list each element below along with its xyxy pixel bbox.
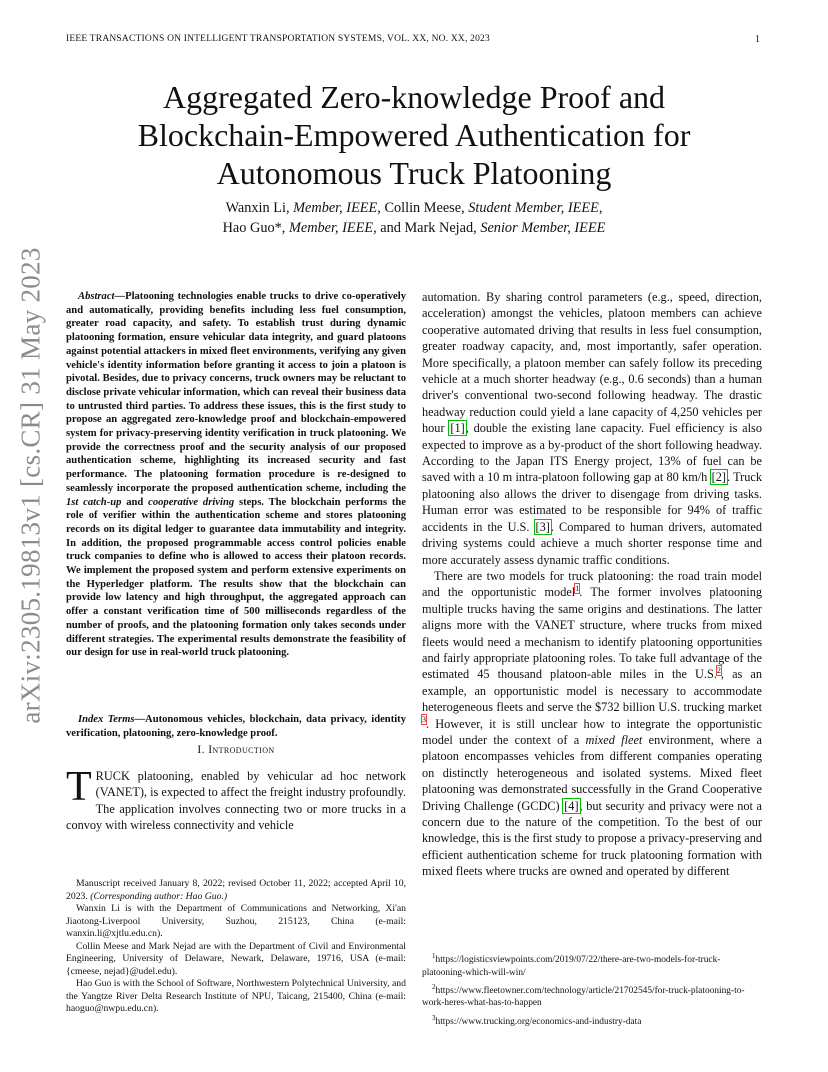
footnote-number-3: 3	[432, 1013, 436, 1022]
author-footnotes	[66, 878, 406, 1016]
section-number: I.	[197, 744, 205, 756]
footnote-link-3[interactable]: 3	[422, 715, 426, 725]
paragraph-2-emphasis: mixed fleet	[585, 732, 643, 747]
abstract	[66, 290, 406, 660]
abstract-text-a: —Platooning technologies enable trucks to drive co-operatively and automatically, providing benefits including less fuel consumption, greater road capacity, and safety. To establish trust during dynamic platooning formation, ensure vehicular data integrity, and guard platoons against potential attackers in mixed fleet environments, verifying any given vehicle's identity information before granting it access to join a platoon is pivotal. Besides, due to privacy concerns, truck owners may be reluctant to disclose private vehicular information, which can reveal their business data to untrusted third parties. To address these issues, this is the first study to propose an aggregated zero-knowledge proof and blockchain-empowered system for privacy-preserving identity verification in truck platooning. We provide the correctness proof and the security analysis of our proposed authentication scheme, highlighting its increased security and fast performance. The platooning formation procedure is re-designed to seamlessly incorporate the proposed authentication scheme, including the	[66, 291, 406, 494]
footnote-number-2: 2	[432, 982, 436, 991]
author-2-name: Collin Meese,	[384, 200, 465, 216]
paragraph-2	[422, 568, 762, 880]
author-4-role: Senior Member, IEEE	[480, 220, 606, 236]
paragraph-1-text-d: . Compared to human drivers, automated driving systems could achieve a much shorter response time and more accurately assess dynamic traffic conditions.	[422, 519, 763, 567]
intro-paragraph	[66, 764, 406, 834]
section-title: Introduction	[208, 744, 275, 756]
footnote-url-1-text[interactable]: https://logisticsviewpoints.com/2019/07/22/there-are-two-models-for-truck-platooning-which-will-win/	[422, 955, 721, 978]
paragraph-1-text-b: , double the existing lane capacity. Fuel efficiency is also expected to improve as a by-product of the short following headway. According to the Japan ITS Energy project, 13% of fuel can be saved with a 10 m intra-platoon following gap at 80 km/h	[422, 421, 762, 485]
arxiv-stamp	[10, 246, 52, 724]
footnote-authors-meese-nejad: Collin Meese and Mark Nejad are with the Department of Civil and Environmental Engineering, University of Delaware, Newark, Delaware, 19716, USA (e-mail: {cmeese, nejad}@udel.edu).	[66, 940, 406, 977]
running-header: IEEE TRANSACTIONS ON INTELLIGENT TRANSPORTATION SYSTEMS, VOL. XX, NO. XX, 2023	[66, 34, 490, 44]
author-1-name: Wanxin Li,	[225, 200, 290, 216]
author-3-name: Hao Guo*,	[222, 220, 286, 236]
index-terms-text: —Autonomous vehicles, blockchain, data privacy, identity verification, platooning, zero-knowledge proof.	[66, 714, 406, 739]
footnote-url-1	[422, 950, 762, 979]
citation-link-4[interactable]: [4]	[564, 798, 579, 813]
footnote-url-3	[422, 1012, 762, 1029]
abstract-emphasis-1: 1st catch-up	[66, 496, 122, 508]
abstract-label: Abstract	[78, 291, 115, 302]
author-3-role: Member, IEEE	[288, 220, 374, 236]
arxiv-identifier: arXiv:2305.19813v1 [cs.CR] 31 May 2023	[15, 246, 46, 724]
author-1-role: Member, IEEE	[293, 200, 378, 216]
footnote-corresponding: (Corresponding author: Hao Guo.)	[90, 890, 228, 902]
title-line-2: Blockchain-Empowered Authentication for	[137, 117, 691, 153]
author-2-role: Student Member, IEEE	[468, 200, 599, 216]
section-heading	[66, 744, 406, 756]
footnote-manuscript: Manuscript received January 8, 2022; revised October 11, 2022; accepted April 10, 2023.	[66, 878, 406, 902]
paragraph-1	[422, 289, 762, 568]
author-4-name: , and Mark Nejad,	[373, 220, 477, 236]
author-list: Wanxin Li, Member, IEEE, Collin Meese, Student Member, IEEE, Hao Guo*, Member, IEEE, and Mark Nejad, Senior Member, IEEE	[222, 200, 606, 236]
paragraph-2-text-a: There are two models for truck platooning: the road train model and the opportunistic model	[422, 568, 762, 600]
right-column-body	[422, 289, 762, 880]
page-number: 1	[755, 34, 760, 45]
index-terms	[66, 713, 406, 740]
intro-text: RUCK platooning, enabled by vehicular ad hoc network (VANET), is expected to affect the freight industry profoundly. The application involves connecting two or more trucks in a convoy with wireless connectivity and vehicle	[66, 769, 406, 833]
index-terms-label: Index Terms	[78, 714, 135, 725]
abstract-emphasis-2: cooperative driving	[148, 496, 235, 508]
footnote-link-1[interactable]: 1	[575, 584, 580, 594]
citation-link-3[interactable]: [3]	[535, 519, 550, 534]
footnote-author-guo: Hao Guo is with the School of Software, Northwestern Polytechnical University, and the Yangtze River Delta Research Institute of NPU, Taicang, 215400, China (e-mail: haoguo@nwpu.edu.cn).	[66, 978, 406, 1014]
drop-cap: T	[66, 764, 92, 810]
footnote-link-2[interactable]: 2	[716, 666, 721, 676]
abstract-text-c: steps. The blockchain performs the role of verifier within the authentication scheme and stores platooning records on its digital ledger to guarantee data immutability and integrity. In addition, the proposed programmable access control policies enable truck companies to define who is allowed to access their platoon records. We implement the proposed system and perform extensive experiments on the Hyperledger platform. The results show that the blockchain can provide low latency and high throughput, the aggregated approach can offer a constant verification time of 500 milliseconds regardless of the number of proofs, and the platooning formation only takes seconds under different strategies. The experimental results demonstrate the feasibility of our design for use in real-world truck platooning.	[66, 496, 406, 659]
paper-title	[100, 78, 728, 192]
citation-link-1[interactable]: [1]	[450, 421, 465, 436]
paragraph-2-text-d: . However, it is still unclear how to integrate the opportunistic model under the context of a	[422, 716, 762, 747]
footnote-author-li: Wanxin Li is with the Department of Communications and Networking, Xi'an Jiaotong-Liverpool University, Suzhou, 215123, China (e-mail: wanxin.li@xjtlu.edu.cn).	[66, 903, 406, 939]
paragraph-2-text-c: , as an example, an opportunistic model is necessary to accommodate heterogeneous fleets and serve the $732 billion U.S. trucking market	[422, 667, 762, 715]
title-line-1: Aggregated Zero-knowledge Proof and	[162, 79, 666, 115]
paragraph-1-text-c: . Truck platooning also allows the driver to disengage from driving tasks. Human error was estimated to be responsible for 94% of traffic accidents in the U.S.	[422, 470, 762, 534]
title-line-3: Autonomous Truck Platooning	[216, 155, 612, 191]
paragraph-1-text-a: automation. By sharing control parameters (e.g., speed, direction, acceleration) amongst the vehicles, platoon members can achieve cooperative automated driving that results in less fuel consumption, greater roadway capacity, and, most importantly, safer operation. More specifically, a platoon member can safely follow its preceding vehicle at a much shorter headway (e.g., 0.6 seconds) than a human driver's conventional two-second following headway. The drastic headway reduction could yield a lane capacity of 4,250 vehicles per hour	[422, 290, 762, 436]
footnote-number-1: 1	[432, 952, 436, 960]
paragraph-2-text-f: , but security and privacy were not a concern due to the nature of the competition. To the best of our knowledge, this is the first study to propose a privacy-preserving and efficient authentication scheme for truck platooning formation with mixed fleets where trucks are owned and operated by different	[422, 798, 762, 879]
footnote-url-2	[422, 981, 762, 1010]
footnote-url-2-text[interactable]: https://www.fleetowner.com/technology/article/21702545/for-truck-platooning-to-work-heres-what-has-to-happen	[422, 986, 745, 1009]
citation-link-2[interactable]: [2]	[711, 470, 726, 485]
footnote-url-3-text[interactable]: https://www.trucking.org/economics-and-industry-data	[435, 1017, 642, 1027]
paragraph-2-text-e: environment, where a platoon encompasses vehicles from different companies operating on distinctly heterogeneous and isolated systems. Mixed fleet platooning was demonstrated successfully in the Grand Cooperative Driving Challenge (GCDC)	[422, 732, 762, 813]
abstract-text-b: and	[121, 496, 149, 508]
url-footnotes	[422, 950, 762, 1030]
paragraph-2-text-b: . The former involves platooning multiple trucks having the same origins and destinations. The latter aligns more with the VANET structure, where trucks from mixed fleets would need a mechanism to identify platooning opportunities and fairly appropriate platooning roles. To take full advantage of the estimated 45 thousand platoon-able miles in the U.S.	[422, 585, 762, 682]
